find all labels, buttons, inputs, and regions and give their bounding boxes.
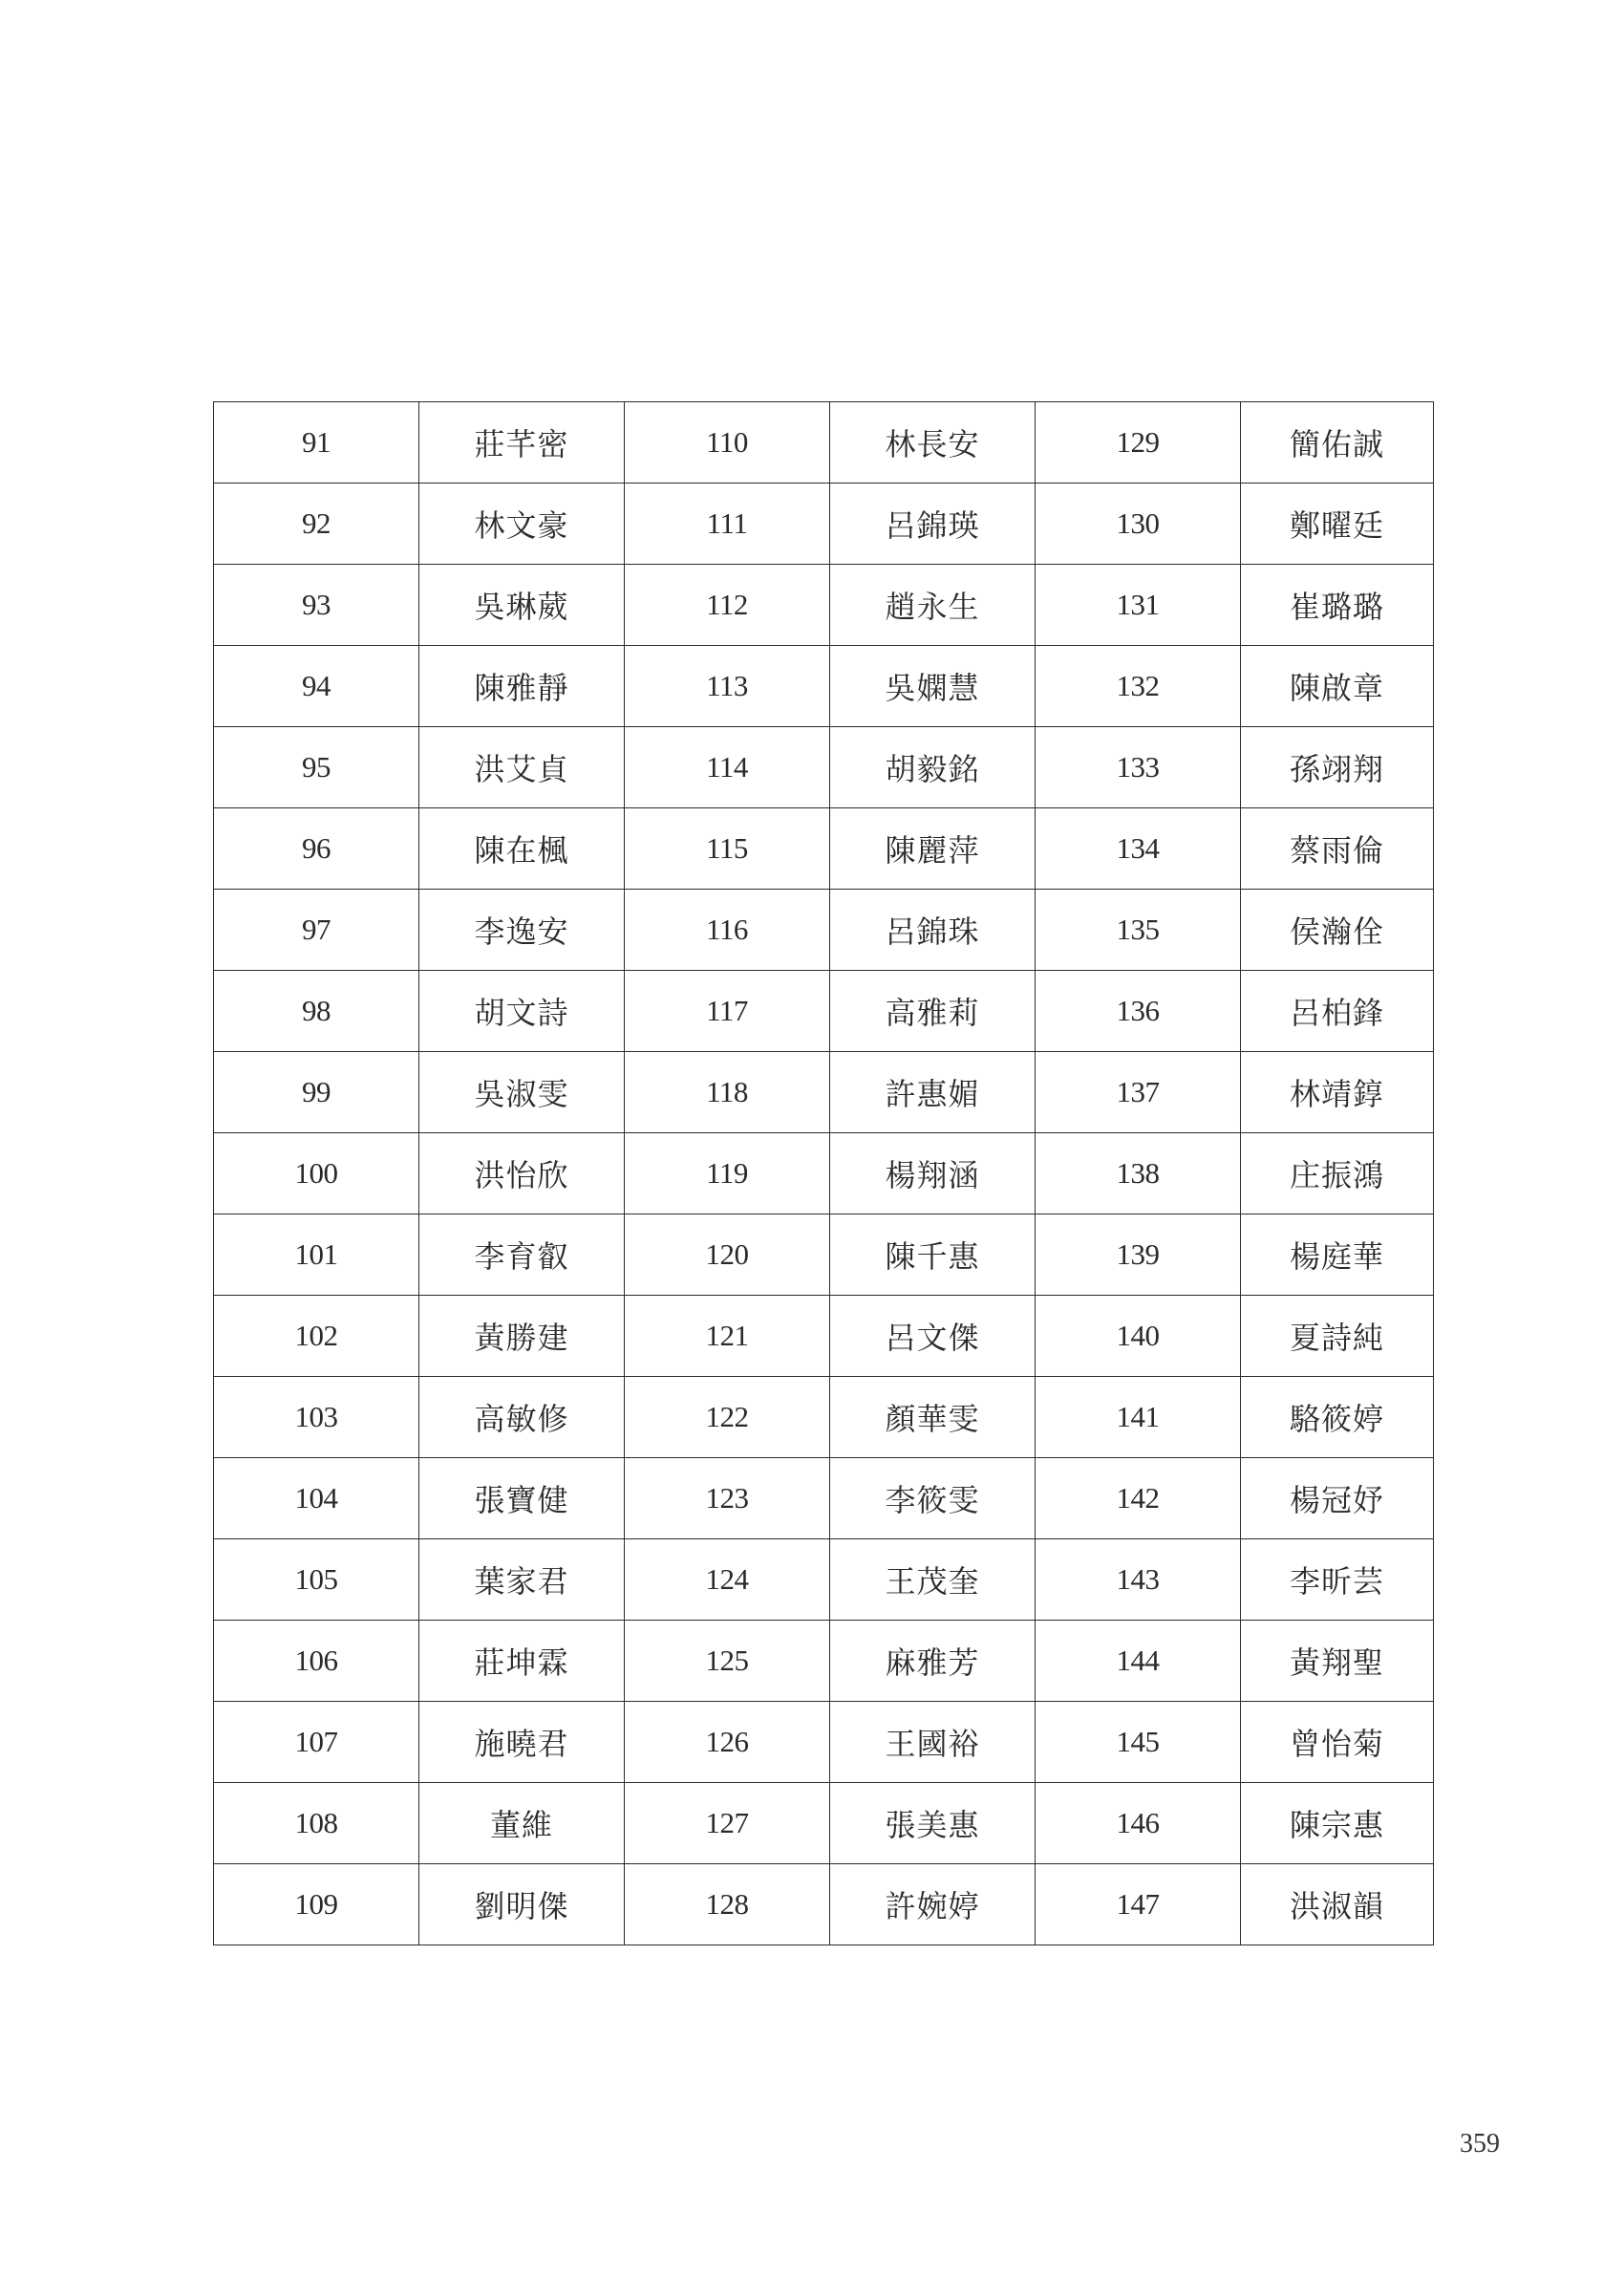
entry-number: 140 bbox=[1036, 1296, 1241, 1377]
entry-number: 113 bbox=[625, 646, 830, 727]
table-row bbox=[214, 1214, 1434, 1296]
entry-name: 胡毅銘 bbox=[830, 727, 1036, 808]
entry-name: 楊冠妤 bbox=[1241, 1458, 1434, 1539]
entry-number: 123 bbox=[625, 1458, 830, 1539]
table-row bbox=[214, 890, 1434, 971]
entry-name: 楊翔涵 bbox=[830, 1133, 1036, 1214]
entry-number: 111 bbox=[625, 484, 830, 565]
entry-name: 李逸安 bbox=[419, 890, 625, 971]
table-row bbox=[214, 1864, 1434, 1945]
entry-number: 116 bbox=[625, 890, 830, 971]
entry-name: 顏華雯 bbox=[830, 1377, 1036, 1458]
entry-name: 黃翔聖 bbox=[1241, 1621, 1434, 1702]
entry-name: 高敏修 bbox=[419, 1377, 625, 1458]
entry-number: 103 bbox=[214, 1377, 419, 1458]
entry-name: 吳嫻慧 bbox=[830, 646, 1036, 727]
entry-name: 王茂奎 bbox=[830, 1539, 1036, 1621]
entry-number: 119 bbox=[625, 1133, 830, 1214]
entry-name: 駱筱婷 bbox=[1241, 1377, 1434, 1458]
entry-number: 124 bbox=[625, 1539, 830, 1621]
entry-name: 崔璐璐 bbox=[1241, 565, 1434, 646]
table-row bbox=[214, 1458, 1434, 1539]
entry-name: 洪艾貞 bbox=[419, 727, 625, 808]
entry-number: 134 bbox=[1036, 808, 1241, 890]
entry-number: 129 bbox=[1036, 402, 1241, 484]
entry-name: 李昕芸 bbox=[1241, 1539, 1434, 1621]
entry-number: 136 bbox=[1036, 971, 1241, 1052]
entry-number: 106 bbox=[214, 1621, 419, 1702]
entry-number: 131 bbox=[1036, 565, 1241, 646]
entry-number: 114 bbox=[625, 727, 830, 808]
entry-number: 144 bbox=[1036, 1621, 1241, 1702]
table-row bbox=[214, 484, 1434, 565]
entry-name: 蔡雨倫 bbox=[1241, 808, 1434, 890]
entry-number: 139 bbox=[1036, 1214, 1241, 1296]
entry-name: 夏詩純 bbox=[1241, 1296, 1434, 1377]
page-number: 359 bbox=[1460, 2129, 1500, 2159]
entry-name: 陳麗萍 bbox=[830, 808, 1036, 890]
entry-number: 145 bbox=[1036, 1702, 1241, 1783]
entry-number: 125 bbox=[625, 1621, 830, 1702]
entry-name: 李育叡 bbox=[419, 1214, 625, 1296]
entry-number: 146 bbox=[1036, 1783, 1241, 1864]
entry-name: 張寶健 bbox=[419, 1458, 625, 1539]
entry-name: 庄振鴻 bbox=[1241, 1133, 1434, 1214]
entry-number: 147 bbox=[1036, 1864, 1241, 1945]
entry-name: 呂文傑 bbox=[830, 1296, 1036, 1377]
entry-number: 141 bbox=[1036, 1377, 1241, 1458]
entry-name: 劉明傑 bbox=[419, 1864, 625, 1945]
entry-number: 96 bbox=[214, 808, 419, 890]
entry-number: 93 bbox=[214, 565, 419, 646]
entry-name: 呂柏鋒 bbox=[1241, 971, 1434, 1052]
entry-name: 董維 bbox=[419, 1783, 625, 1864]
table-row bbox=[214, 727, 1434, 808]
entry-number: 118 bbox=[625, 1052, 830, 1133]
table-row bbox=[214, 1133, 1434, 1214]
entry-number: 94 bbox=[214, 646, 419, 727]
entry-number: 99 bbox=[214, 1052, 419, 1133]
entry-name: 吳琳葳 bbox=[419, 565, 625, 646]
table-row bbox=[214, 1296, 1434, 1377]
entry-number: 130 bbox=[1036, 484, 1241, 565]
entry-number: 117 bbox=[625, 971, 830, 1052]
entry-name: 洪怡欣 bbox=[419, 1133, 625, 1214]
entry-name: 趙永生 bbox=[830, 565, 1036, 646]
entry-number: 102 bbox=[214, 1296, 419, 1377]
entry-number: 128 bbox=[625, 1864, 830, 1945]
entry-number: 112 bbox=[625, 565, 830, 646]
entry-name: 林文豪 bbox=[419, 484, 625, 565]
entry-number: 108 bbox=[214, 1783, 419, 1864]
entry-name: 呂錦珠 bbox=[830, 890, 1036, 971]
entry-number: 137 bbox=[1036, 1052, 1241, 1133]
entry-number: 120 bbox=[625, 1214, 830, 1296]
entry-name: 呂錦瑛 bbox=[830, 484, 1036, 565]
entry-name: 鄭曜廷 bbox=[1241, 484, 1434, 565]
entry-name: 張美惠 bbox=[830, 1783, 1036, 1864]
entry-number: 135 bbox=[1036, 890, 1241, 971]
table-row bbox=[214, 1783, 1434, 1864]
entry-number: 98 bbox=[214, 971, 419, 1052]
entry-name: 簡佑誠 bbox=[1241, 402, 1434, 484]
entry-name: 許婉婷 bbox=[830, 1864, 1036, 1945]
table-row bbox=[214, 808, 1434, 890]
entry-name: 黃勝建 bbox=[419, 1296, 625, 1377]
entry-number: 97 bbox=[214, 890, 419, 971]
table-row bbox=[214, 402, 1434, 484]
table-row bbox=[214, 565, 1434, 646]
entry-name: 陳在楓 bbox=[419, 808, 625, 890]
entry-number: 121 bbox=[625, 1296, 830, 1377]
entry-number: 142 bbox=[1036, 1458, 1241, 1539]
entry-name: 吳淑雯 bbox=[419, 1052, 625, 1133]
entry-name: 陳雅靜 bbox=[419, 646, 625, 727]
entry-number: 109 bbox=[214, 1864, 419, 1945]
entry-name: 侯瀚佺 bbox=[1241, 890, 1434, 971]
entry-name: 孫翊翔 bbox=[1241, 727, 1434, 808]
entry-name: 陳啟章 bbox=[1241, 646, 1434, 727]
entry-number: 100 bbox=[214, 1133, 419, 1214]
entry-number: 143 bbox=[1036, 1539, 1241, 1621]
name-list-table bbox=[213, 401, 1434, 1945]
table-row bbox=[214, 646, 1434, 727]
table-row bbox=[214, 1539, 1434, 1621]
table-body bbox=[214, 402, 1434, 1945]
entry-name: 林靖錞 bbox=[1241, 1052, 1434, 1133]
entry-number: 133 bbox=[1036, 727, 1241, 808]
entry-number: 127 bbox=[625, 1783, 830, 1864]
entry-number: 138 bbox=[1036, 1133, 1241, 1214]
entry-name: 洪淑韻 bbox=[1241, 1864, 1434, 1945]
entry-name: 麻雅芳 bbox=[830, 1621, 1036, 1702]
entry-name: 曾怡菊 bbox=[1241, 1702, 1434, 1783]
entry-number: 107 bbox=[214, 1702, 419, 1783]
entry-name: 王國裕 bbox=[830, 1702, 1036, 1783]
entry-name: 葉家君 bbox=[419, 1539, 625, 1621]
table-row bbox=[214, 1052, 1434, 1133]
entry-number: 110 bbox=[625, 402, 830, 484]
entry-number: 132 bbox=[1036, 646, 1241, 727]
table-row bbox=[214, 1621, 1434, 1702]
entry-name: 林長安 bbox=[830, 402, 1036, 484]
entry-name: 胡文詩 bbox=[419, 971, 625, 1052]
entry-name: 施曉君 bbox=[419, 1702, 625, 1783]
entry-number: 115 bbox=[625, 808, 830, 890]
table-row bbox=[214, 1702, 1434, 1783]
entry-number: 92 bbox=[214, 484, 419, 565]
table-row bbox=[214, 971, 1434, 1052]
entry-name: 陳千惠 bbox=[830, 1214, 1036, 1296]
entry-number: 104 bbox=[214, 1458, 419, 1539]
entry-name: 莊坤霖 bbox=[419, 1621, 625, 1702]
entry-name: 楊庭華 bbox=[1241, 1214, 1434, 1296]
entry-number: 122 bbox=[625, 1377, 830, 1458]
entry-name: 許惠媚 bbox=[830, 1052, 1036, 1133]
entry-name: 莊芊密 bbox=[419, 402, 625, 484]
entry-number: 95 bbox=[214, 727, 419, 808]
table-row bbox=[214, 1377, 1434, 1458]
entry-name: 高雅莉 bbox=[830, 971, 1036, 1052]
entry-name: 陳宗惠 bbox=[1241, 1783, 1434, 1864]
entry-name: 李筱雯 bbox=[830, 1458, 1036, 1539]
entry-number: 101 bbox=[214, 1214, 419, 1296]
entry-number: 105 bbox=[214, 1539, 419, 1621]
entry-number: 91 bbox=[214, 402, 419, 484]
entry-number: 126 bbox=[625, 1702, 830, 1783]
